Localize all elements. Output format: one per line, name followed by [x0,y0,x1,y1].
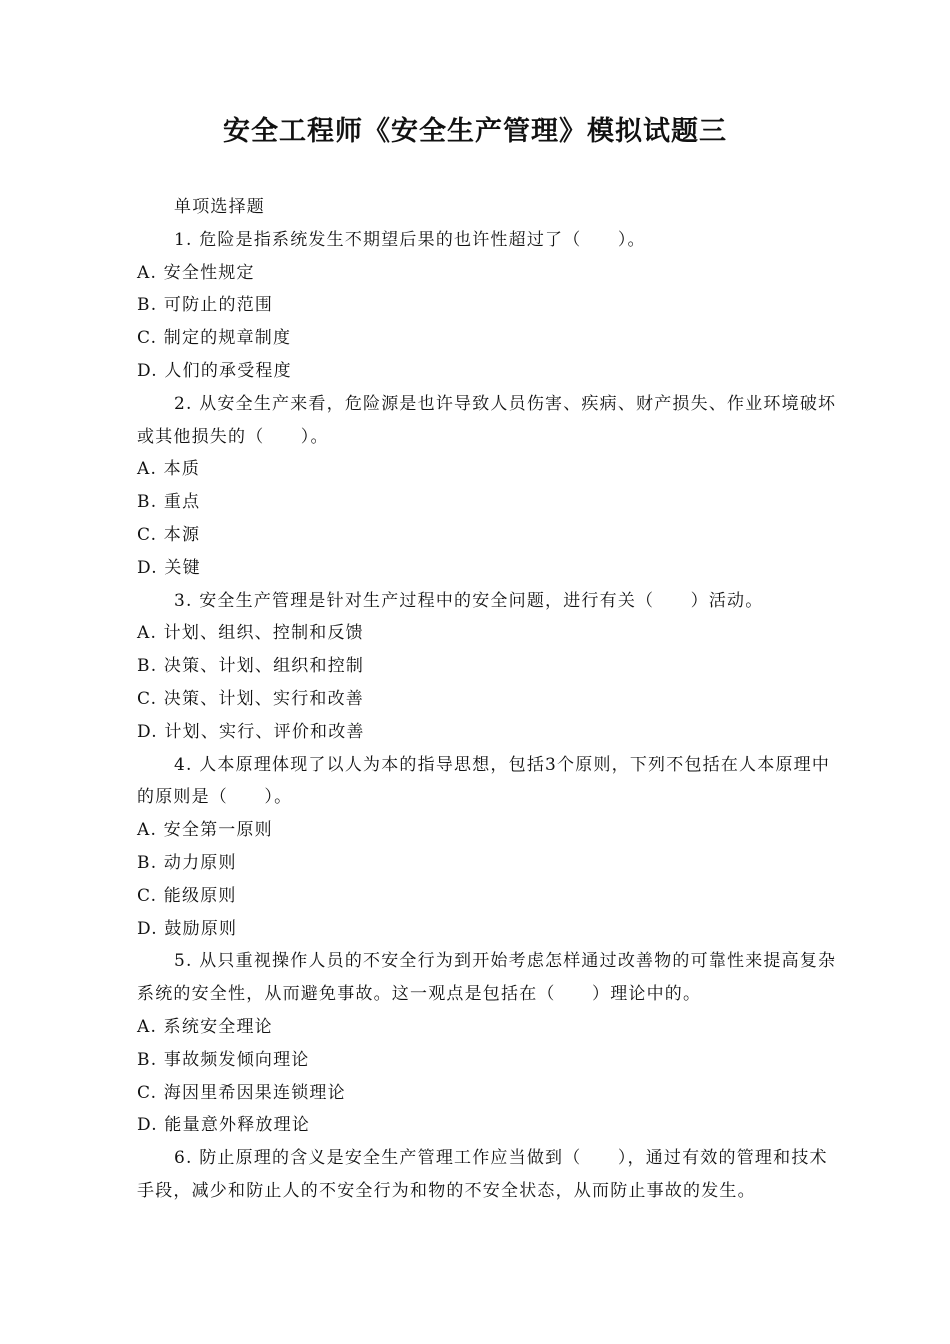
question-2-option-c: C. 本源 [137,524,201,545]
question-6-stem: 6. 防止原理的含义是安全生产管理工作应当做到（ ），通过有效的管理和技术手段，减少和防止人的不安全行为和物的不安全状态，从而防止事故的发生。 [137,1148,828,1201]
section-heading: 单项选择题 [174,197,265,217]
question-4-option-b: B. 动力原则 [137,852,237,873]
question-2-option-d: D. 关键 [137,557,201,578]
question-4-option-d: D. 鼓励原则 [137,918,238,939]
question-3-option-a: A. 计划、组织、控制和反馈 [137,623,364,644]
question-2-option-b: B. 重点 [137,492,201,513]
question-5-option-a: A. 系统安全理论 [137,1016,273,1037]
question-5-option-c: C. 海因里希因果连锁理论 [137,1082,346,1103]
question-5-option-b: B. 事故频发倾向理论 [137,1049,310,1070]
question-4-option-a: A. 安全第一原则 [137,820,273,841]
question-1-option-c: C. 制定的规章制度 [137,328,292,349]
question-3-option-c: C. 决策、计划、实行和改善 [137,688,365,709]
question-1-option-a: A. 安全性规定 [137,262,255,283]
question-5-stem: 5. 从只重视操作人员的不安全行为到开始考虑怎样通过改善物的可靠性来提高复杂系统的安全性，从而避免事故。这一观点是包括在（ ）理论中的。 [137,951,837,1005]
page-title: 安全工程师《安全生产管理》模拟试题三 [223,116,727,147]
question-3-option-b: B. 决策、计划、组织和控制 [137,656,365,677]
question-4-stem: 4. 人本原理体现了以人为本的指导思想，包括3个原则，下列不包括在人本原理中的原则是（ ）。 [137,754,831,808]
question-1-stem: 1. 危险是指系统发生不期望后果的也许性超过了（ ）。 [174,229,646,250]
question-3-option-d: D. 计划、实行、评价和改善 [137,721,365,742]
question-1-option-b: B. 可防止的范围 [137,295,274,316]
question-2-stem: 2. 从安全生产来看，危险源是也许导致人员伤害、疾病、财产损失、作业环境破坏或其他损失的（ ）。 [137,393,837,447]
question-1-option-d: D. 人们的承受程度 [137,360,292,381]
question-4-option-c: C. 能级原则 [137,885,237,906]
question-5-option-d: D. 能量意外释放理论 [137,1115,311,1136]
document-body [137,191,837,1208]
question-2-option-a: A. 本质 [137,459,201,480]
question-3-stem: 3. 安全生产管理是针对生产过程中的安全问题，进行有关（ ）活动。 [174,590,764,611]
